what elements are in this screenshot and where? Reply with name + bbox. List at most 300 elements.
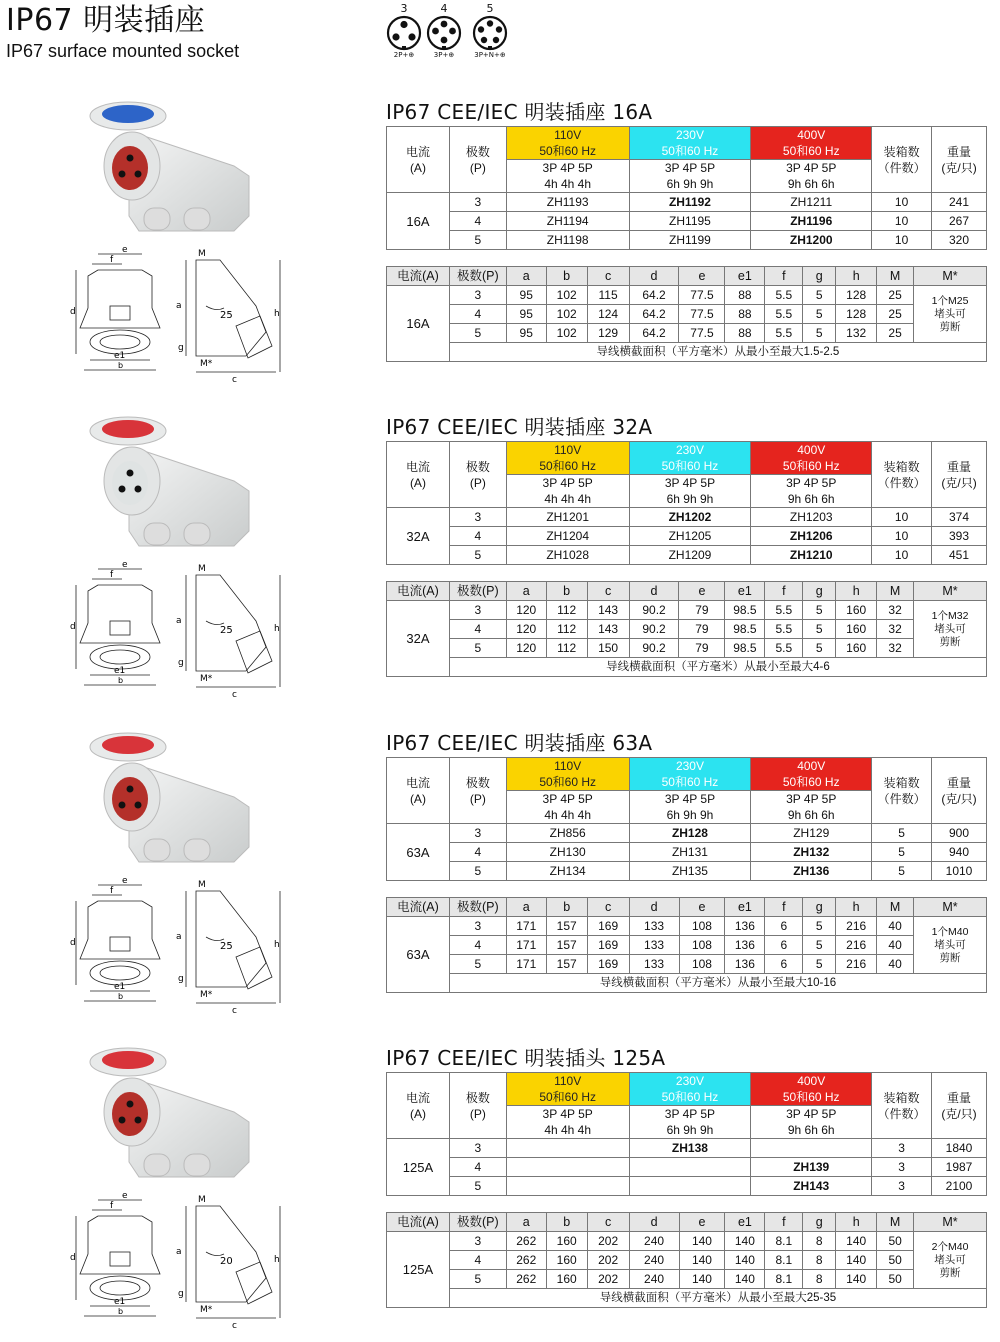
front-dimension-drawing <box>70 246 170 386</box>
dim-f: 8.1 <box>765 1251 803 1270</box>
model-weight: 320 <box>932 231 987 250</box>
model-m110: ZH1198 <box>506 231 629 250</box>
dim-f: 5.5 <box>765 286 803 305</box>
dim-c: 169 <box>587 917 629 936</box>
model-m230 <box>629 1158 751 1177</box>
table-row <box>387 1232 987 1251</box>
model-weight: 1010 <box>932 862 987 881</box>
dim-M: 32 <box>877 639 914 658</box>
dim-e: 108 <box>679 936 725 955</box>
dim-label-c: c <box>232 690 237 700</box>
voltage-230-header: 230V 50和60 Hz <box>629 442 751 475</box>
dim-label-b: b <box>118 992 124 1001</box>
dim-e1: 136 <box>725 917 765 936</box>
dim-d: 133 <box>629 936 679 955</box>
dim-col-a: a <box>506 898 546 917</box>
model-m400: ZH129 <box>751 824 872 843</box>
poles-header: 极数 (P) <box>449 1073 506 1139</box>
dim-g: 5 <box>803 639 836 658</box>
product-section-16a <box>0 96 1000 396</box>
model-weight: 940 <box>932 843 987 862</box>
dim-label-a: a <box>176 1247 182 1257</box>
dim-col-f: f <box>765 582 803 601</box>
dim-col-h: h <box>836 898 877 917</box>
dim-current-header: 电流(A) <box>387 898 450 917</box>
dim-label-h: h <box>274 940 280 950</box>
model-poles: 4 <box>449 212 506 231</box>
model-poles: 3 <box>449 1139 506 1158</box>
current-value: 32A <box>387 601 450 677</box>
dim-label-f: f <box>110 1201 114 1211</box>
dim-col-h: h <box>836 267 877 286</box>
dim-M: 40 <box>877 936 914 955</box>
dim-col-m: M <box>877 1213 914 1232</box>
dim-col-g: g <box>803 582 836 601</box>
model-m110: ZH134 <box>506 862 629 881</box>
dim-label-e: e <box>122 561 128 570</box>
dim-c: 129 <box>587 324 629 343</box>
dim-label-e: e <box>122 246 128 255</box>
dim-label-m: M <box>198 1195 206 1205</box>
dim-col-c: c <box>587 267 629 286</box>
current-header: 电流 (A) <box>387 442 450 508</box>
current-value: 63A <box>387 917 450 993</box>
poles-header: 极数 (P) <box>449 127 506 193</box>
dim-a: 95 <box>506 324 546 343</box>
front-dimension-drawing <box>70 561 170 701</box>
dim-poles-header: 极数(P) <box>449 898 506 917</box>
dim-g: 8 <box>803 1232 836 1251</box>
dim-label-m: M <box>198 564 206 574</box>
dim-c: 143 <box>587 620 629 639</box>
dim-col-m: M <box>877 898 914 917</box>
dim-col-e: e <box>679 898 725 917</box>
mstar-line: 2个M40 <box>931 1240 969 1253</box>
dim-poles: 3 <box>449 286 506 305</box>
table-row <box>387 324 987 343</box>
dim-label-e1: e1 <box>114 1297 126 1307</box>
dim-g: 5 <box>803 936 836 955</box>
dim-d: 133 <box>629 917 679 936</box>
dim-f: 6 <box>765 955 803 974</box>
model-qty: 3 <box>872 1158 932 1177</box>
product-section-125a <box>0 1042 1000 1342</box>
model-m110: ZH130 <box>506 843 629 862</box>
dimension-table <box>386 897 987 993</box>
pins-110: 3P 4P 5P 4h 4h 4h <box>506 791 629 824</box>
dim-label-f: f <box>110 255 114 265</box>
mstar-note <box>914 917 987 974</box>
dim-h: 216 <box>836 936 877 955</box>
pin-caption: 3P+⊕ <box>433 51 455 59</box>
voltage-110-header: 110V 50和60 Hz <box>506 442 629 475</box>
pin-count: 5 <box>486 2 494 15</box>
page-title: IP67 明装插座 <box>6 3 206 38</box>
table-row <box>387 1177 987 1196</box>
dim-e: 79 <box>679 620 725 639</box>
model-m400: ZH143 <box>751 1177 872 1196</box>
model-m110 <box>506 1139 629 1158</box>
side-dimension-drawing <box>176 246 286 386</box>
model-m110: ZH856 <box>506 824 629 843</box>
dim-col-a: a <box>506 582 546 601</box>
model-m230 <box>629 1177 751 1196</box>
dim-label-e: e <box>122 1192 128 1201</box>
table-row <box>387 917 987 936</box>
dim-g: 5 <box>803 917 836 936</box>
dim-label-e1: e1 <box>114 351 126 361</box>
pin-4-icon <box>426 15 462 51</box>
dim-col-e1: e1 <box>725 582 765 601</box>
pin-config-5 <box>470 2 510 60</box>
product-photo <box>84 96 270 246</box>
dim-poles: 5 <box>449 955 506 974</box>
dim-col-e1: e1 <box>725 898 765 917</box>
pin-config-3 <box>384 2 424 60</box>
voltage-400-header: 400V 50和60 Hz <box>751 442 872 475</box>
pin-caption: 3P+N+⊕ <box>474 51 506 59</box>
mstar-note <box>914 1232 987 1289</box>
mstar-line: 堵头可 <box>934 1253 966 1266</box>
table-row <box>387 212 987 231</box>
dim-h: 160 <box>836 620 877 639</box>
dim-col-b: b <box>546 267 587 286</box>
model-poles: 5 <box>449 231 506 250</box>
dim-e: 108 <box>679 917 725 936</box>
dim-c: 169 <box>587 936 629 955</box>
dim-e1: 98.5 <box>725 639 765 658</box>
dim-a: 120 <box>506 601 546 620</box>
current-header: 电流 (A) <box>387 758 450 824</box>
dim-col-e: e <box>679 1213 725 1232</box>
model-m400: ZH1210 <box>751 546 872 565</box>
dim-col-b: b <box>546 582 587 601</box>
dim-a: 262 <box>506 1270 546 1289</box>
dim-d: 64.2 <box>629 305 679 324</box>
dim-e1: 88 <box>725 286 765 305</box>
dim-label-h: h <box>274 624 280 634</box>
dim-c: 202 <box>587 1270 629 1289</box>
box-qty-header: 装箱数 （件数） <box>872 127 932 193</box>
model-poles: 4 <box>449 1158 506 1177</box>
dim-col-b: b <box>546 898 587 917</box>
weight-header: 重量 (克/只) <box>932 442 987 508</box>
dim-c: 115 <box>587 286 629 305</box>
front-dimension-drawing <box>70 877 170 1017</box>
model-poles: 4 <box>449 843 506 862</box>
section-title: IP67 CEE/IEC 明装插头 125A <box>386 1046 666 1070</box>
table-row <box>387 1270 987 1289</box>
dim-label-c: c <box>232 375 237 385</box>
pin-count: 4 <box>440 2 448 15</box>
dim-col-d: d <box>629 1213 679 1232</box>
dim-label-a: a <box>176 616 182 626</box>
dim-label-h: h <box>274 309 280 319</box>
dim-b: 112 <box>546 601 587 620</box>
pins-110: 3P 4P 5P 4h 4h 4h <box>506 1106 629 1139</box>
dim-g: 5 <box>803 620 836 639</box>
dim-label-g: g <box>178 1289 184 1299</box>
weight-header: 重量 (克/只) <box>932 1073 987 1139</box>
dim-e: 77.5 <box>679 305 725 324</box>
dim-poles: 4 <box>449 305 506 324</box>
dim-e: 79 <box>679 601 725 620</box>
table-row <box>387 824 987 843</box>
dim-label-mstar: M* <box>200 1305 213 1315</box>
dim-M: 32 <box>877 601 914 620</box>
dim-g: 5 <box>803 324 836 343</box>
table-row <box>387 1158 987 1177</box>
dim-b: 157 <box>546 936 587 955</box>
model-poles: 3 <box>449 824 506 843</box>
dim-current-header: 电流(A) <box>387 267 450 286</box>
table-row <box>387 546 987 565</box>
product-photo <box>84 411 270 561</box>
model-m110: ZH1028 <box>506 546 629 565</box>
dim-label-m: M <box>198 880 206 890</box>
model-poles: 5 <box>449 1177 506 1196</box>
model-weight: 267 <box>932 212 987 231</box>
model-m230: ZH135 <box>629 862 751 881</box>
voltage-230-header: 230V 50和60 Hz <box>629 758 751 791</box>
dim-label-b: b <box>118 361 124 370</box>
section-title: IP67 CEE/IEC 明装插座 32A <box>386 415 653 439</box>
dim-b: 102 <box>546 305 587 324</box>
product-photo <box>84 727 270 877</box>
dim-label-c: c <box>232 1321 237 1331</box>
dim-g: 5 <box>803 955 836 974</box>
dim-label-h: h <box>274 1255 280 1265</box>
dim-h: 128 <box>836 286 877 305</box>
dim-a: 120 <box>506 620 546 639</box>
model-m400: ZH132 <box>751 843 872 862</box>
dim-c: 202 <box>587 1232 629 1251</box>
mstar-note <box>914 286 987 343</box>
pins-230: 3P 4P 5P 6h 9h 9h <box>629 160 751 193</box>
model-m400: ZH139 <box>751 1158 872 1177</box>
dim-col-f: f <box>765 898 803 917</box>
dim-M: 50 <box>877 1251 914 1270</box>
model-qty: 5 <box>872 824 932 843</box>
wire-note: 导线横截面积（平方毫米）从最小至最大25-35 <box>449 1289 986 1308</box>
dim-poles: 5 <box>449 1270 506 1289</box>
dim-label-d: d <box>70 938 76 948</box>
dim-d: 240 <box>629 1270 679 1289</box>
dim-h: 140 <box>836 1270 877 1289</box>
dim-col-c: c <box>587 1213 629 1232</box>
pins-110: 3P 4P 5P 4h 4h 4h <box>506 475 629 508</box>
dim-label-a: a <box>176 301 182 311</box>
dim-label-angle: 25 <box>220 310 233 321</box>
dimension-table <box>386 266 987 362</box>
dim-col-e: e <box>679 582 725 601</box>
dim-a: 262 <box>506 1232 546 1251</box>
dim-c: 124 <box>587 305 629 324</box>
pin-caption: 2P+⊕ <box>393 51 415 59</box>
dim-poles-header: 极数(P) <box>449 1213 506 1232</box>
product-photo <box>84 1042 270 1192</box>
model-qty: 10 <box>872 508 932 527</box>
dim-M: 32 <box>877 620 914 639</box>
dim-M: 25 <box>877 286 914 305</box>
wire-note: 导线横截面积（平方毫米）从最小至最大10-16 <box>449 974 986 993</box>
mstar-line: 堵头可 <box>934 938 966 951</box>
dim-col-e1: e1 <box>725 267 765 286</box>
table-row <box>387 1139 987 1158</box>
dim-e: 140 <box>679 1270 725 1289</box>
side-dimension-drawing <box>176 877 286 1017</box>
pins-400: 3P 4P 5P 9h 6h 6h <box>751 791 872 824</box>
weight-header: 重量 (克/只) <box>932 758 987 824</box>
dim-h: 216 <box>836 917 877 936</box>
dim-col-a: a <box>506 267 546 286</box>
dim-poles-header: 极数(P) <box>449 267 506 286</box>
dim-col-f: f <box>765 267 803 286</box>
box-qty-header: 装箱数 （件数） <box>872 758 932 824</box>
model-table <box>386 126 987 250</box>
dim-col-d: d <box>629 582 679 601</box>
dim-label-b: b <box>118 676 124 685</box>
dim-label-mstar: M* <box>200 674 213 684</box>
dim-c: 202 <box>587 1251 629 1270</box>
dim-label-a: a <box>176 932 182 942</box>
model-weight: 241 <box>932 193 987 212</box>
model-m400: ZH1211 <box>751 193 872 212</box>
model-qty: 10 <box>872 546 932 565</box>
dim-h: 132 <box>836 324 877 343</box>
dim-col-e: e <box>679 267 725 286</box>
model-qty: 10 <box>872 212 932 231</box>
pins-400: 3P 4P 5P 9h 6h 6h <box>751 1106 872 1139</box>
model-weight: 2100 <box>932 1177 987 1196</box>
pin-count: 3 <box>400 2 408 15</box>
dim-b: 112 <box>546 620 587 639</box>
dim-col-e1: e1 <box>725 1213 765 1232</box>
pin-5-icon <box>472 15 508 51</box>
table-row <box>387 936 987 955</box>
model-qty: 3 <box>872 1177 932 1196</box>
dim-a: 171 <box>506 917 546 936</box>
voltage-230-header: 230V 50和60 Hz <box>629 1073 751 1106</box>
model-m110 <box>506 1177 629 1196</box>
dim-d: 90.2 <box>629 620 679 639</box>
dim-col-c: c <box>587 898 629 917</box>
dim-h: 140 <box>836 1251 877 1270</box>
dim-g: 5 <box>803 601 836 620</box>
dim-label-d: d <box>70 307 76 317</box>
dim-col-b: b <box>546 1213 587 1232</box>
side-dimension-drawing <box>176 561 286 701</box>
model-weight: 900 <box>932 824 987 843</box>
dim-col-c: c <box>587 582 629 601</box>
table-row <box>387 843 987 862</box>
dim-poles: 5 <box>449 324 506 343</box>
dim-b: 102 <box>546 286 587 305</box>
dim-d: 90.2 <box>629 639 679 658</box>
model-poles: 4 <box>449 527 506 546</box>
side-dimension-drawing <box>176 1192 286 1332</box>
dim-M: 40 <box>877 917 914 936</box>
voltage-230-header: 230V 50和60 Hz <box>629 127 751 160</box>
model-m110: ZH1201 <box>506 508 629 527</box>
model-qty: 5 <box>872 843 932 862</box>
dim-a: 95 <box>506 286 546 305</box>
mstar-line: 堵头可 <box>934 307 966 320</box>
dim-a: 171 <box>506 955 546 974</box>
dim-f: 5.5 <box>765 305 803 324</box>
model-poles: 5 <box>449 862 506 881</box>
dim-d: 64.2 <box>629 286 679 305</box>
mstar-line: 剪断 <box>939 320 961 333</box>
dim-label-g: g <box>178 974 184 984</box>
dim-col-m: M <box>877 267 914 286</box>
model-poles: 3 <box>449 193 506 212</box>
dim-M: 25 <box>877 305 914 324</box>
dim-col-d: d <box>629 267 679 286</box>
poles-header: 极数 (P) <box>449 442 506 508</box>
dim-c: 169 <box>587 955 629 974</box>
dim-poles: 3 <box>449 1232 506 1251</box>
dimension-table <box>386 1212 987 1308</box>
table-row <box>387 1251 987 1270</box>
dim-b: 160 <box>546 1270 587 1289</box>
current-value: 16A <box>387 193 450 250</box>
dim-a: 262 <box>506 1251 546 1270</box>
model-qty: 10 <box>872 193 932 212</box>
table-row <box>387 620 987 639</box>
dim-f: 5.5 <box>765 620 803 639</box>
dim-e: 77.5 <box>679 324 725 343</box>
dim-f: 6 <box>765 936 803 955</box>
dim-d: 240 <box>629 1251 679 1270</box>
mstar-line: 1个M40 <box>931 925 969 938</box>
table-row <box>387 601 987 620</box>
table-row <box>387 862 987 881</box>
model-m110: ZH1204 <box>506 527 629 546</box>
model-m230: ZH1195 <box>629 212 751 231</box>
model-m110 <box>506 1158 629 1177</box>
table-row <box>387 305 987 324</box>
dim-e1: 98.5 <box>725 601 765 620</box>
dim-label-e: e <box>122 877 128 886</box>
dim-label-d: d <box>70 622 76 632</box>
dim-d: 240 <box>629 1232 679 1251</box>
dim-e1: 140 <box>725 1270 765 1289</box>
dim-col-g: g <box>803 267 836 286</box>
dim-e1: 140 <box>725 1251 765 1270</box>
wire-note: 导线横截面积（平方毫米）从最小至最大4-6 <box>449 658 986 677</box>
dim-e1: 88 <box>725 324 765 343</box>
page-subtitle: IP67 surface mounted socket <box>6 41 240 61</box>
dim-label-f: f <box>110 886 114 896</box>
mstar-line: 剪断 <box>939 635 961 648</box>
dim-label-g: g <box>178 658 184 668</box>
mstar-line: 1个M32 <box>931 609 969 622</box>
table-row <box>387 286 987 305</box>
dim-label-mstar: M* <box>200 359 213 369</box>
dim-c: 143 <box>587 601 629 620</box>
dim-label-m: M <box>198 249 206 259</box>
weight-header: 重量 (克/只) <box>932 127 987 193</box>
dim-h: 160 <box>836 601 877 620</box>
dim-col-m: M <box>877 582 914 601</box>
voltage-110-header: 110V 50和60 Hz <box>506 1073 629 1106</box>
current-value: 63A <box>387 824 450 881</box>
current-value: 16A <box>387 286 450 362</box>
dim-b: 157 <box>546 917 587 936</box>
dim-poles: 3 <box>449 601 506 620</box>
dim-poles: 5 <box>449 639 506 658</box>
